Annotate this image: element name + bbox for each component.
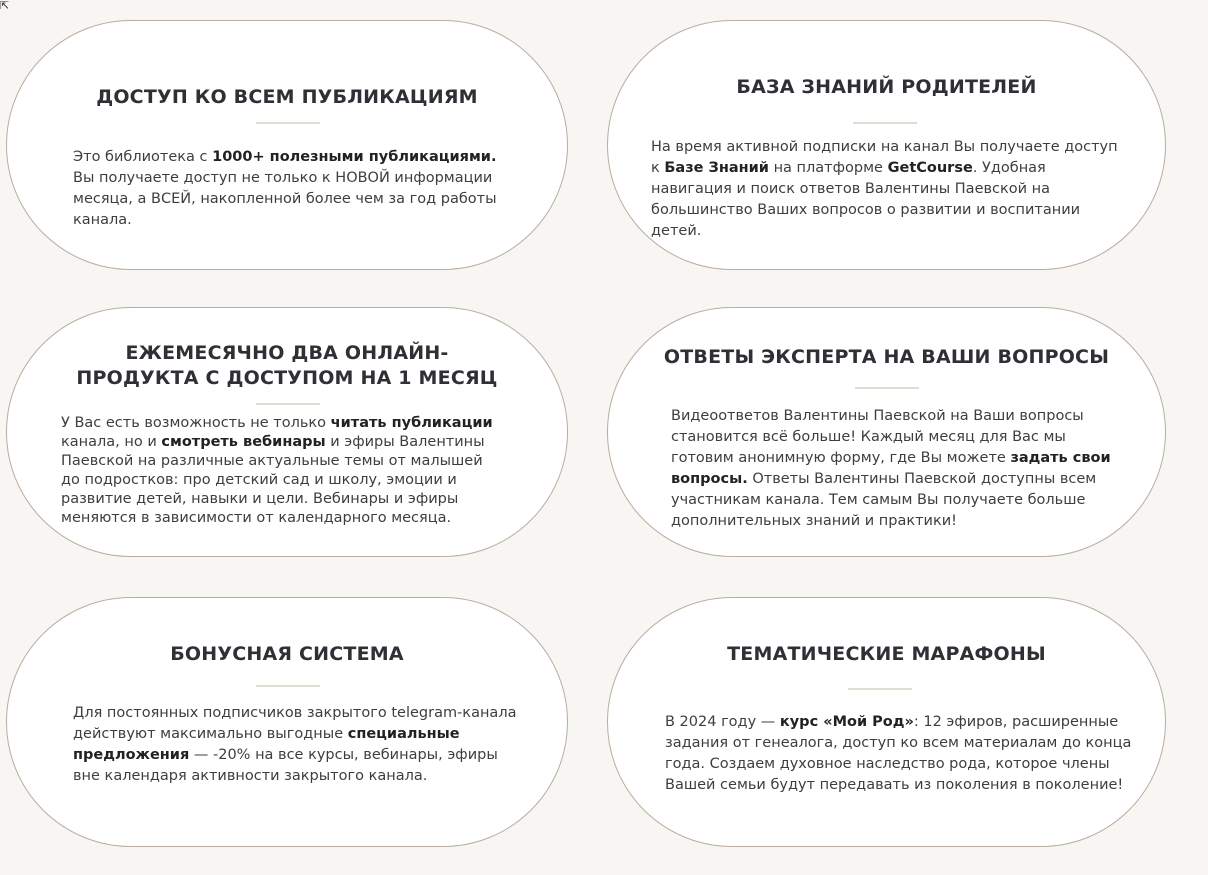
highlighted-text: специальные предложения	[73, 726, 460, 763]
highlighted-text: 1000+ полезными публикациями.	[212, 149, 497, 165]
card-title: БАЗА ЗНАНИЙ РОДИТЕЛЕЙ	[736, 76, 1037, 98]
title-divider	[256, 122, 320, 124]
title-divider	[256, 403, 320, 405]
text-run: У Вас есть возможность не только	[61, 415, 331, 431]
text-run: — -20% на все курсы, вебинары, эфиры вне календаря активности закрытого канала.	[73, 747, 498, 784]
card-title: ДОСТУП КО ВСЕМ ПУБЛИКАЦИЯМ	[96, 86, 478, 108]
text-run: канала, но и	[61, 434, 162, 450]
feature-card-bonus-system	[6, 597, 568, 847]
card-title: ОТВЕТЫ ЭКСПЕРТА НА ВАШИ ВОПРОСЫ	[663, 346, 1110, 368]
title-divider	[853, 122, 917, 124]
card-description	[73, 703, 521, 787]
card-description	[665, 712, 1135, 796]
text-run: Для постоянных подписчиков закрытого telegram-канала действуют максимально выгодные	[73, 705, 517, 742]
highlighted-text: смотреть вебинары	[161, 434, 326, 450]
text-run: Ответы Валентины Паевской доступны всем участникам канала. Тем самым Вы получаете больше дополнительных знаний и практики!	[671, 471, 1097, 529]
feature-card-publications	[6, 20, 568, 270]
card-description	[651, 137, 1126, 242]
feature-card-marathons	[607, 597, 1166, 847]
card-title: ЕЖЕМЕСЯЧНО ДВА ОНЛАЙН-ПРОДУКТА С ДОСТУПОМ НА 1 МЕСЯЦ	[76, 342, 498, 389]
text-run: : 12 эфиров, расширенные задания от генеалога, доступ ко всем материалам до конца года. Создаем духовное наследство рода, которое члены Вашей семьи будут передавать из поколения в поколение!	[665, 714, 1132, 793]
feature-card-online-products	[6, 307, 568, 557]
title-divider	[256, 685, 320, 687]
card-title: БОНУСНАЯ СИСТЕМА	[170, 643, 404, 665]
text-run: . Удобная навигация и поиск ответов Валентины Паевской на большинство Ваших вопросов о развитии и воспитании детей.	[651, 160, 1081, 239]
text-run: и эфиры Валентины Паевской на различные актуальные темы от малышей до подростков: про детский сад и школу, эмоции и развитие детей, навыки и цели. Вебинары и эфиры меняются в зависимости от календарного месяца.	[61, 434, 485, 526]
text-run: Это библиотека с	[73, 149, 213, 165]
highlighted-text: GetCourse	[887, 160, 973, 176]
text-run: Вы получаете доступ не только к НОВОЙ информации месяца, а ВСЕЙ, накопленной более чем за год работы канала.	[73, 170, 497, 228]
text-run: на платформе	[768, 160, 888, 176]
text-run: На время активной подписки на канал Вы получаете доступ к	[651, 139, 1118, 176]
card-description	[671, 406, 1133, 532]
feature-card-knowledge-base	[607, 20, 1166, 270]
highlighted-text: курс «Мой Род»	[779, 714, 914, 730]
highlighted-text: задать свои вопросы.	[671, 450, 1111, 487]
title-divider	[848, 688, 912, 690]
card-description	[61, 414, 501, 528]
highlighted-text: Базе Знаний	[664, 160, 769, 176]
text-run: В 2024 году —	[665, 714, 780, 730]
feature-card-expert-answers	[607, 307, 1166, 557]
title-divider	[855, 387, 919, 389]
text-run: Видеоответов Валентины Паевской на Ваши вопросы становится всё больше! Каждый месяц для Вас мы готовим анонимную форму, где Вы можете	[671, 408, 1084, 466]
card-description	[73, 147, 513, 231]
mouse-cursor-icon: ⇱	[0, 0, 10, 12]
card-title: ТЕМАТИЧЕСКИЕ МАРАФОНЫ	[727, 643, 1046, 665]
highlighted-text: читать публикации	[330, 415, 493, 431]
